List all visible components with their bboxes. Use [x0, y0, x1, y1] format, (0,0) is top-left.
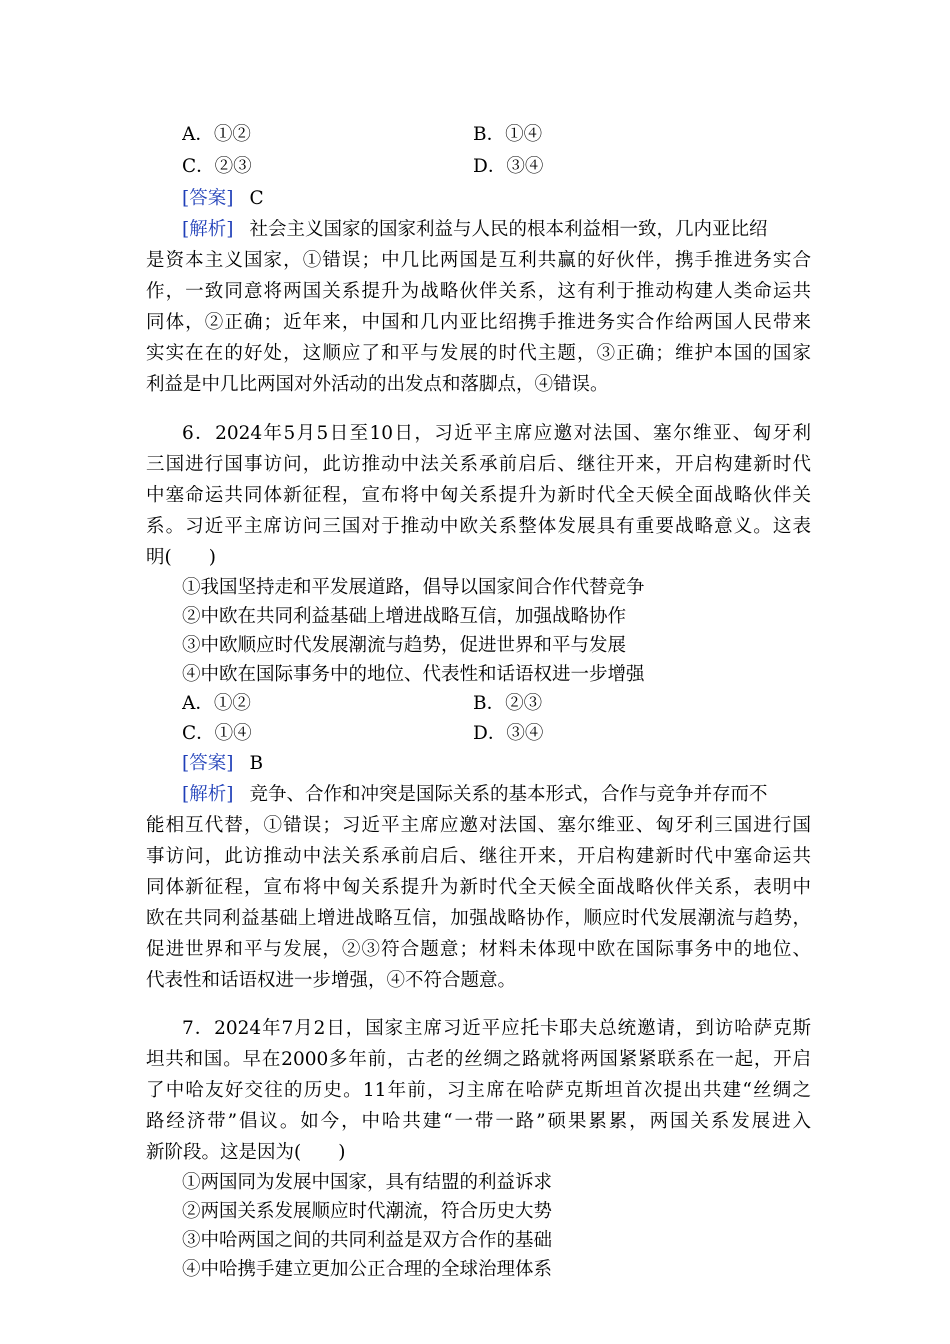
q5-analysis-line: 利益是中几比两国对外活动的出发点和落脚点，④错误。	[146, 374, 609, 395]
q5-option-d: D．③④	[473, 156, 544, 177]
q6-analysis-line: 同体新征程，宣布将中匈关系提升为新时代全天候全面战略伙伴关系，表明中	[146, 877, 811, 898]
q6-statement: ②中欧在共同利益基础上增进战略互信，加强战略协作	[182, 606, 627, 627]
q6-stem-line: 中塞命运共同体新征程，宣布将中匈关系提升为新时代全天候全面战略伙伴关	[146, 485, 811, 506]
q5-option-b: B．①④	[473, 124, 543, 145]
q6-analysis-line: 代表性和话语权进一步增强，④不符合题意。	[146, 970, 517, 991]
q5-analysis-line: 是资本主义国家，①错误；中几比两国是互利共赢的好伙伴，携手推进务实合	[146, 250, 811, 271]
q5-answer	[182, 184, 847, 214]
q7-stem-line: 路经济带”倡议。如今，中哈共建“一带一路”硕果累累，两国关系发展进入	[146, 1111, 811, 1132]
q6-options-row-1	[182, 689, 847, 719]
q5-analysis-tag: [解析]	[182, 219, 234, 240]
q6-analysis-tag: [解析]	[182, 784, 234, 805]
q6-answer	[182, 749, 847, 779]
q6-analysis-line: 欧在共同利益基础上增进战略互信，加强战略协作，顺应时代发展潮流与趋势，	[146, 908, 811, 929]
q6-option-d: D．③④	[473, 723, 544, 744]
q5-options-row-2	[182, 152, 847, 182]
q5-analysis-line: 作，一致同意将两国关系提升为战略伙伴关系，这有利于推动构建人类命运共	[146, 281, 811, 302]
q7-statement: ②两国关系发展顺应时代潮流，符合历史大势	[182, 1201, 553, 1222]
q6-statement: ④中欧在国际事务中的地位、代表性和话语权进一步增强	[182, 664, 645, 685]
q5-answer-value: C	[249, 188, 264, 209]
q7-stem-line: 7．2024年7月2日，国家主席习近平应托卡耶夫总统邀请，到访哈萨克斯	[182, 1018, 811, 1039]
q7-stem-line: 新阶段。这是因为( )	[146, 1142, 346, 1163]
q5-option-a: A．①②	[182, 124, 251, 145]
q5-option-c: C．②③	[182, 156, 252, 177]
q5-analysis-line	[182, 215, 811, 245]
q5-analysis-line: 同体，②正确；近年来，中国和几内亚比绍携手推进务实合作给两国人民带来	[146, 312, 811, 333]
q6-stem-line: 系。习近平主席访问三国对于推动中欧关系整体发展具有重要战略意义。这表	[146, 516, 811, 537]
q6-analysis-line: 促进世界和平与发展，②③符合题意；材料未体现中欧在国际事务中的地位、	[146, 939, 811, 960]
q6-stem-line: 三国进行国事访问，此访推动中法关系承前启后、继往开来，开启构建新时代	[146, 454, 811, 475]
q6-statement: ③中欧顺应时代发展潮流与趋势，促进世界和平与发展	[182, 635, 627, 656]
q7-stem-line: 了中哈友好交往的历史。11年前，习主席在哈萨克斯坦首次提出共建“丝绸之	[146, 1080, 811, 1101]
q7-statement: ③中哈两国之间的共同利益是双方合作的基础	[182, 1230, 553, 1251]
q6-option-b: B．②③	[473, 693, 543, 714]
q6-analysis-line: 能相互代替，①错误；习近平主席应邀对法国、塞尔维亚、匈牙利三国进行国	[146, 815, 811, 836]
q6-options-row-2	[182, 719, 847, 749]
q7-statement: ④中哈携手建立更加公正合理的全球治理体系	[182, 1259, 553, 1280]
q6-statement: ①我国坚持走和平发展道路，倡导以国家间合作代替竞争	[182, 577, 645, 598]
q7-stem-line: 坦共和国。早在2000多年前，古老的丝绸之路就将两国紧紧联系在一起，开启	[146, 1049, 811, 1070]
q6-option-a: A．①②	[182, 693, 251, 714]
q5-answer-tag: [答案]	[182, 188, 234, 209]
q6-stem-line: 明( )	[146, 547, 216, 568]
q7-statement: ①两国同为发展中国家，具有结盟的利益诉求	[182, 1172, 553, 1193]
q6-answer-value: B	[249, 753, 264, 774]
q6-analysis-line	[182, 780, 811, 810]
q5-analysis-line: 实实在在的好处，这顺应了和平与发展的时代主题，③正确；维护本国的国家	[146, 343, 811, 364]
q6-option-c: C．①④	[182, 723, 252, 744]
q6-stem-line: 6．2024年5月5日至10日，习近平主席应邀对法国、塞尔维亚、匈牙利	[182, 423, 811, 444]
q6-analysis-text: 竞争、合作和冲突是国际关系的基本形式，合作与竞争并存而不	[249, 784, 768, 805]
q5-analysis-text: 社会主义国家的国家利益与人民的根本利益相一致，几内亚比绍	[249, 219, 768, 240]
q5-options-row-1	[182, 120, 847, 150]
q6-analysis-line: 事访问，此访推动中法关系承前启后、继往开来，开启构建新时代中塞命运共	[146, 846, 811, 867]
q6-answer-tag: [答案]	[182, 753, 234, 774]
